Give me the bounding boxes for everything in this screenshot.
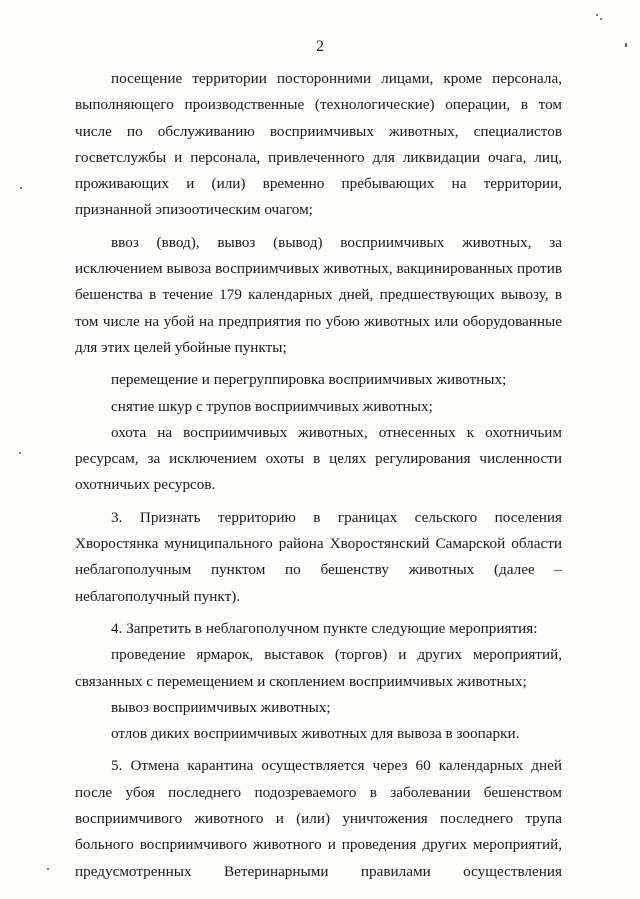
paragraph-capture-ban: отлов диких восприимчивых животных для вывоза в зоопарки.	[111, 725, 520, 743]
paragraph-skinning-ban: снятие шкур с трупов восприимчивых животных;	[111, 397, 433, 415]
scan-speck	[47, 868, 49, 870]
document-body	[75, 66, 562, 885]
scan-speck	[19, 452, 21, 454]
paragraph-fairs-ban: проведение ярмарок, выставок (торгов) и других мероприятий, связанных с перемещением и скоплением восприимчивых животных;	[75, 646, 562, 690]
paragraph-item-5: 5. Отмена карантина осуществляется через 60 календарных дней после убоя последнего подозреваемого в заболевании бешенством восприимчивого животного и (или) уничтожения последнего трупа больного восприимчивого животного и проведения других мероприятий, предусмотренных Ветеринарными правилами осуществления	[75, 757, 562, 880]
scan-speck	[600, 18, 602, 20]
paragraph-hunting-ban: охота на восприимчивых животных, отнесенных к охотничьим ресурсам, за исключением охоты в целях регулирования численности охотничьих ресурсов.	[75, 423, 562, 494]
paragraph-item-4: 4. Запретить в неблагополучном пункте следующие мероприятия:	[111, 619, 538, 637]
paragraph-import-export-ban: ввоз (ввод), вывоз (вывод) восприимчивых животных, за исключением вывоза восприимчивых животных, вакцинированных против бешенства в течение 179 календарных дней, предшествующих вывозу, в том числе на убой на предприятия по убою животных или оборудованные для этих целей убойные пункты;	[75, 233, 562, 356]
paragraph-relocation-ban: перемещение и перегруппировка восприимчивых животных;	[111, 371, 507, 389]
paragraph-item-3: 3. Признать территорию в границах сельского поселения Хворостянка муниципального района Хворостянский Самарской области неблагополучным пунктом по бешенству животных (далее – неблагополучный пункт).	[75, 508, 562, 605]
paragraph-export-ban: вывоз восприимчивых животных;	[111, 698, 331, 716]
page-number: 2	[316, 38, 324, 55]
scan-speck	[596, 14, 598, 16]
scan-speck	[20, 187, 22, 189]
paragraph-visit-ban: посещение территории посторонними лицами, кроме персонала, выполняющего производственные (технологические) операции, в том числе по обслуживанию восприимчивых животных, специалистов госветслужбы и персонала, привлеченного для ликвидации очага, лиц, проживающих и (или) временно пребывающих на территории, признанной эпизоотическим очагом;	[75, 70, 562, 219]
